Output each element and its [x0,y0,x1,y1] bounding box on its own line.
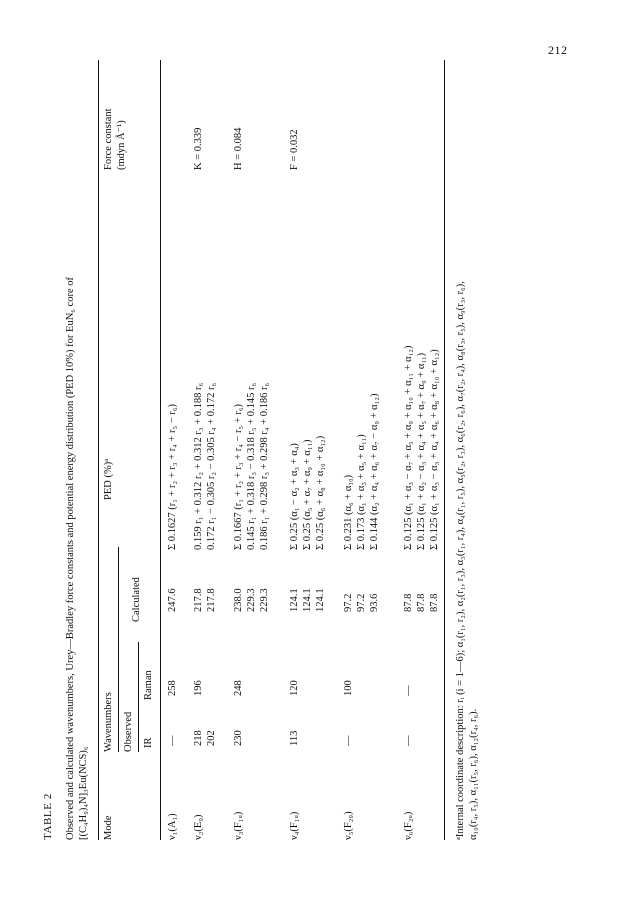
raman-cell: — [403,685,414,696]
calc-cell: 217.8 [206,588,217,612]
ir-cell-2: 202 [206,730,217,746]
ped-cell: Σ 0.144 (α₂ + α₄ + α₆ + α₇ − α₉ + α₁₂) [369,393,380,550]
ped-cell: Σ 0.125 (α₁ + α₃ − α₇ + α₅ + α₉ + α₁₀ + α₁₁ + α₁₂) [403,345,414,550]
ped-cell: Σ 0.231 (α₆ + α₁₀) [343,474,354,550]
raman-cell: 120 [289,680,300,696]
footnote-line-2: α₁₀(r₄, r₅), α₁₁(r₅, r₆), α₁₂(r₄, r₆). [468,708,479,840]
ped-cell: Σ 0.25 (α₅ + α₇ + α₉ + α₁₁) [302,439,313,550]
raman-cell: 100 [343,680,354,696]
calc-cell: 229.3 [246,588,257,612]
mode-cell: ν₂(E₉) [193,814,204,840]
force-cell: H = 0.084 [233,127,244,170]
calc-cell: 93.6 [369,593,380,612]
calc-cell: 87.8 [429,593,440,612]
ped-cell: Σ 0.125 (α₁ + α₂ − α₃ + α₄ + α₅ + α₇ + α₉ + α₁₁) [416,352,427,550]
mode-cell: ν₅(F₂₉) [343,811,354,840]
table-caption [64,60,90,840]
footnote-line-1: ᵃInternal coordinate description: rᵢ (i = 1—6); α₁(r₁, r₂), α₂(r₁, r₃), α₃(r₁, r₄), α₄(r₁, r₅), α₅(r₂, r₃), α₆(r₂, r₆), α₇(r₂, r₄), α₈(r₃, r₅), α₉(r₃, r₆), [455,281,466,840]
table-label: TABLE 2 [42,792,54,840]
ir-cell: 218 [193,730,204,746]
rotated-table-block [42,60,562,840]
ped-cell: Σ 0.1667 (r₁ + r₂ + r₃ + r₄ − r₅ + r₆) [233,403,244,550]
ped-cell: 0.172 r₁ − 0.305 r₂ − 0.305 r₄ + 0.172 r₆ [206,382,217,550]
ped-cell: Σ 0.1627 (r₁ + r₂ + r₃ + r₄ + r₅ − r₆) [167,403,178,550]
header-wavenumbers: Wavenumbers [103,692,114,752]
header-ir: IR [143,737,154,748]
ir-cell: — [403,735,414,746]
ir-cell: — [167,735,178,746]
ped-cell: 0.145 r₁ + 0.318 r₃ − 0.318 r₅ + 0.145 r₆ [246,382,257,550]
header-calculated: Calculated [131,577,142,622]
force-cell: K = 0.339 [193,127,204,170]
header-observed: Observed [123,711,134,752]
caption-line-2: [(C₄H₉)₄N]₃Eu(NCS)₆ [78,746,89,840]
calc-cell: 124.1 [289,588,300,612]
page-number: 212 [548,43,568,57]
calc-cell: 97.2 [343,593,354,612]
ped-cell: Σ 0.25 (α₁ − α₂ + α₃ + α₄) [289,443,300,550]
calc-cell: 229.3 [259,588,270,612]
mode-cell: ν₄(F₁ᵤ) [289,811,300,840]
calc-cell: 87.8 [416,593,427,612]
raman-cell: 258 [167,680,178,696]
wavenumbers-rule [118,547,119,752]
ped-cell: 0.159 r₁ + 0.312 r₂ + 0.312 r₃ + 0.188 r₆ [193,382,204,550]
ir-cell: 113 [289,730,300,746]
ir-cell: 230 [233,730,244,746]
force-cell: F = 0.032 [289,129,300,170]
header-raman: Raman [143,670,154,700]
ir-cell: — [343,735,354,746]
table-footnote [454,60,480,840]
calc-cell: 124.1 [315,588,326,612]
calc-cell: 217.8 [193,588,204,612]
bottom-rule [444,60,445,840]
observed-rule [138,642,139,752]
ped-cell: Σ 0.25 (α₆ + α₈ + α₁₀ + α₁₂) [315,435,326,550]
calc-cell: 247.6 [167,588,178,612]
calc-cell: 124.1 [302,588,313,612]
mode-cell: ν₆(F₂ᵤ) [403,811,414,840]
raman-cell: 248 [233,680,244,696]
ped-cell: Σ 0.125 (α₁ + α₃ − α₃ + α₄ + α₆ + α₈ + α₁₀ + α₁₂) [429,349,440,550]
top-rule [98,60,99,840]
raman-cell: 196 [193,680,204,696]
header-ped: PED (%)ᵃ [103,458,114,500]
mode-cell: ν₁(A₁) [167,813,178,840]
ped-cell: Σ 0.173 (α₁ + α₃ + α₅ + α₁₁) [356,434,367,550]
header-force-constant: Force constant [103,108,114,170]
mode-cell: ν₃(F₁ᵤ) [233,811,244,840]
caption-line-1: Observed and calculated wavenumbers, Urey—Bradley force constants and potential energy distribution (PED 10%) for EuN₆ core of [65,277,76,840]
header-force-units: (mdyn Å⁻¹) [116,120,127,170]
header-rule [160,60,161,840]
ped-cell: 0.186 r₁ + 0.298 r₃ + 0.298 r₄ + 0.186 r₆ [259,382,270,550]
header-mode: Mode [103,815,114,840]
calc-cell: 87.8 [403,593,414,612]
calc-cell: 97.2 [356,593,367,612]
calc-cell: 238.0 [233,588,244,612]
